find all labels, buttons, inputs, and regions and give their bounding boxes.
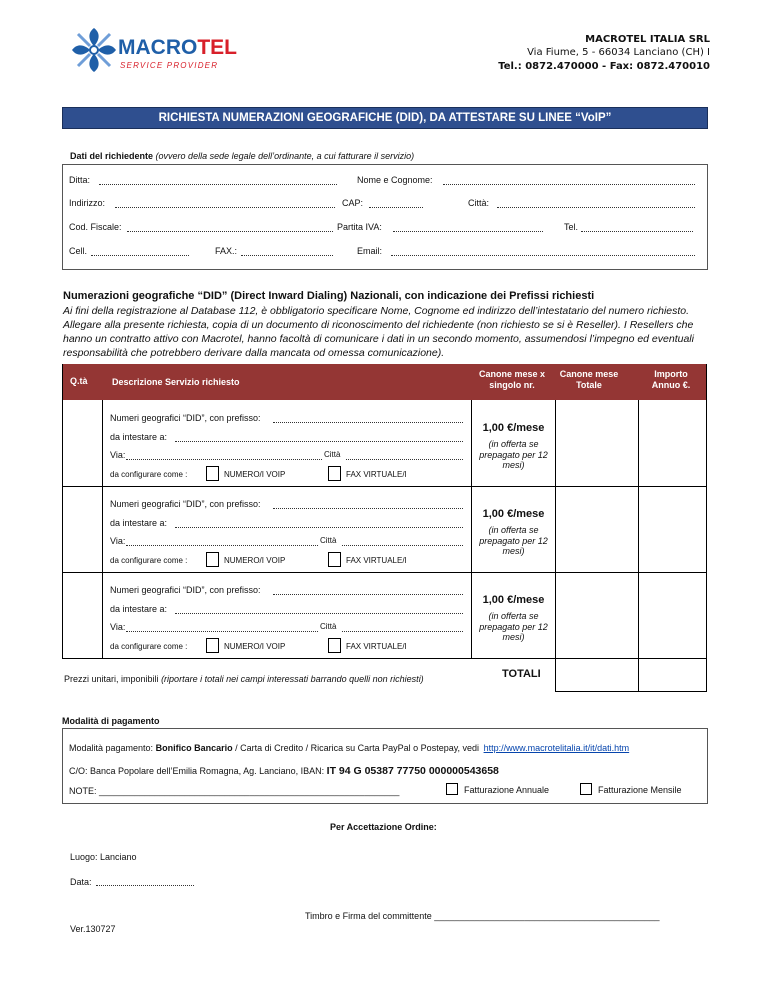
- monthly-billing-checkbox[interactable]: [580, 783, 592, 795]
- fax-checkbox[interactable]: [328, 466, 341, 481]
- city-label: Città: [324, 450, 341, 459]
- fax-field[interactable]: [241, 246, 333, 256]
- label-email: Email:: [357, 246, 383, 256]
- company-info: [498, 33, 710, 74]
- label-cf: Cod. Fiscale:: [69, 222, 122, 232]
- tel-field[interactable]: [581, 222, 693, 232]
- company-name: MACROTEL ITALIA SRL: [585, 34, 710, 45]
- form-title-bar: [62, 107, 708, 129]
- indirizzo-field[interactable]: [115, 198, 335, 208]
- voip-label: NUMERO/I VOIP: [224, 556, 286, 565]
- date-field[interactable]: [96, 876, 194, 886]
- header-fee-unit: Canone mese x singolo nr.: [478, 369, 546, 390]
- table-row: [62, 572, 706, 658]
- header-qty: Q.tà: [70, 376, 88, 386]
- notes-row: NOTE: ____________________________________________________________: [69, 786, 400, 796]
- annual-billing-label: Fatturazione Annuale: [464, 785, 550, 795]
- label-citta: Città:: [468, 198, 490, 208]
- fax-label: FAX VIRTUALE/I: [346, 556, 407, 565]
- table-row: [62, 486, 706, 572]
- owner-field[interactable]: [175, 432, 463, 442]
- place-text: Luogo: Lanciano: [70, 852, 137, 862]
- version-text: Ver.130727: [70, 924, 116, 934]
- prefix-field[interactable]: [273, 413, 463, 423]
- city-field[interactable]: [342, 536, 463, 546]
- prefix-label: Numeri geografici “DID”, con prefisso:: [110, 413, 261, 423]
- company-contacts: Tel.: 0872.470000 - Fax: 0872.470010: [498, 61, 710, 72]
- fee-total-cell[interactable]: [556, 659, 638, 691]
- fax-label: FAX VIRTUALE/I: [346, 470, 407, 479]
- via-field[interactable]: [126, 536, 318, 546]
- date-label: Data:: [70, 877, 92, 887]
- payment-box: [62, 728, 708, 804]
- notes-field[interactable]: ____________________________________________________________: [99, 786, 400, 796]
- email-field[interactable]: [391, 246, 695, 256]
- price: 1,00 €/mese: [482, 422, 545, 434]
- price: 1,00 €/mese: [482, 508, 545, 520]
- label-ditta: Ditta:: [69, 175, 91, 185]
- prefix-field[interactable]: [273, 499, 463, 509]
- ditta-field[interactable]: [99, 175, 337, 185]
- totals-label: TOTALI: [502, 668, 541, 680]
- annual-total-cell[interactable]: [639, 659, 706, 691]
- did-notes: Ai fini della registrazione al Database 112, è obbligatorio specificare Nome, Cognome ed indirizzo dell’intestatario del numero richiesto. Allegare alla presente richiesta, copia di un documento di riconoscimento del richiedente (non richiesto se si è Reseller). I Resellers che hanno un contratto attivo con Macrotel, hanno facoltà di comunicare i dati in un secondo momento, assumendosi l’impegno ed eventuali responsabilità che potrebbero derivare dalla mancata od omessa comunicazione).: [63, 305, 694, 359]
- nome-field[interactable]: [443, 175, 695, 185]
- price-note: (in offerta se prepagato per 12 mesi): [479, 439, 548, 470]
- signature-row: Timbro e Firma del committente _____________________________________________: [305, 911, 660, 921]
- company-address: Via Fiume, 5 - 66034 Lanciano (CH) I: [527, 47, 710, 58]
- label-indirizzo: Indirizzo:: [69, 198, 106, 208]
- acceptance-heading: Per Accettazione Ordine:: [330, 822, 437, 832]
- city-field[interactable]: [342, 622, 463, 632]
- fax-checkbox[interactable]: [328, 552, 341, 567]
- bank-details: C/O: Banca Popolare dell’Emilia Romagna, Ag. Lanciano, IBAN: IT 94 G 05387 77750 000000543658: [69, 765, 499, 777]
- voip-label: NUMERO/I VOIP: [224, 642, 286, 651]
- city-label: Città: [320, 622, 337, 631]
- annual-billing-checkbox[interactable]: [446, 783, 458, 795]
- table-row: [62, 400, 706, 486]
- voip-label: NUMERO/I VOIP: [224, 470, 286, 479]
- payment-heading: Modalità di pagamento: [62, 716, 160, 726]
- fax-checkbox[interactable]: [328, 638, 341, 653]
- label-fax: FAX.:: [215, 246, 238, 256]
- did-heading: Numerazioni geografiche “DID” (Direct Inward Dialing) Nazionali, con indicazione dei Prefissi richiesti: [63, 290, 595, 302]
- via-field[interactable]: [126, 622, 318, 632]
- owner-label: da intestare a:: [110, 604, 168, 614]
- piva-field[interactable]: [393, 222, 543, 232]
- price-note: (in offerta se prepagato per 12 mesi): [479, 525, 548, 556]
- city-label: Città: [320, 536, 337, 545]
- via-label: Via:: [110, 450, 126, 460]
- monthly-billing-label: Fatturazione Mensile: [598, 785, 682, 795]
- owner-field[interactable]: [175, 518, 463, 528]
- form-title: RICHIESTA NUMERAZIONI GEOGRAFICHE (DID), DA ATTESTARE SU LINEE “VoIP”: [158, 112, 612, 124]
- requester-box: [62, 164, 708, 270]
- cap-field[interactable]: [369, 198, 423, 208]
- logo-emblem-icon: [68, 24, 120, 76]
- label-piva: Partita IVA:: [337, 222, 382, 232]
- company-logo: [68, 24, 237, 79]
- prefix-label: Numeri geografici “DID”, con prefisso:: [110, 499, 261, 509]
- requester-heading: Dati del richiedente (ovvero della sede legale dell’ordinante, a cui fatturare il servizio): [70, 151, 415, 161]
- via-label: Via:: [110, 536, 126, 546]
- label-cap: CAP:: [342, 198, 364, 208]
- price-note: (in offerta se prepagato per 12 mesi): [479, 611, 548, 642]
- header-annual: Importo Annuo €.: [651, 369, 691, 390]
- citta-field[interactable]: [497, 198, 695, 208]
- prefix-label: Numeri geografici “DID”, con prefisso:: [110, 585, 261, 595]
- prefix-field[interactable]: [273, 585, 463, 595]
- did-table: [62, 364, 707, 692]
- config-label: da configurare come :: [110, 642, 188, 651]
- cf-field[interactable]: [127, 222, 333, 232]
- config-label: da configurare come :: [110, 470, 188, 479]
- price: 1,00 €/mese: [482, 594, 545, 606]
- voip-checkbox[interactable]: [206, 552, 219, 567]
- owner-label: da intestare a:: [110, 432, 168, 442]
- owner-field[interactable]: [175, 604, 463, 614]
- city-field[interactable]: [346, 450, 463, 460]
- label-nome: Nome e Cognome:: [357, 175, 433, 185]
- payment-info-link[interactable]: http://www.macrotelitalia.it/it/dati.htm: [483, 743, 630, 753]
- label-tel: Tel.: [564, 222, 579, 232]
- header-fee-total: Canone mese Totale: [559, 369, 619, 390]
- via-field[interactable]: [126, 450, 322, 460]
- owner-label: da intestare a:: [110, 518, 168, 528]
- signature-field[interactable]: _____________________________________________: [434, 911, 660, 921]
- logo-tagline: SERVICE PROVIDER: [120, 61, 219, 70]
- prices-note: Prezzi unitari, imponibili (riportare i totali nei campi interessati barrando quelli non richiesti): [64, 674, 424, 684]
- config-label: da configurare come :: [110, 556, 188, 565]
- voip-checkbox[interactable]: [206, 466, 219, 481]
- payment-methods: Modalità pagamento: Bonifico Bancario / Carta di Credito / Ricarica su Carta PayPal o Postepay, vedi http://www.macrotelitalia.it/it/dati.htm: [69, 743, 630, 753]
- voip-checkbox[interactable]: [206, 638, 219, 653]
- label-cell: Cell.: [69, 246, 88, 256]
- logo-wordmark: MACROTEL: [118, 36, 237, 59]
- qty-field[interactable]: [70, 440, 94, 449]
- cell-field[interactable]: [91, 246, 189, 256]
- header-desc: Descrizione Servizio richiesto: [112, 377, 240, 387]
- fax-label: FAX VIRTUALE/I: [346, 642, 407, 651]
- via-label: Via:: [110, 622, 126, 632]
